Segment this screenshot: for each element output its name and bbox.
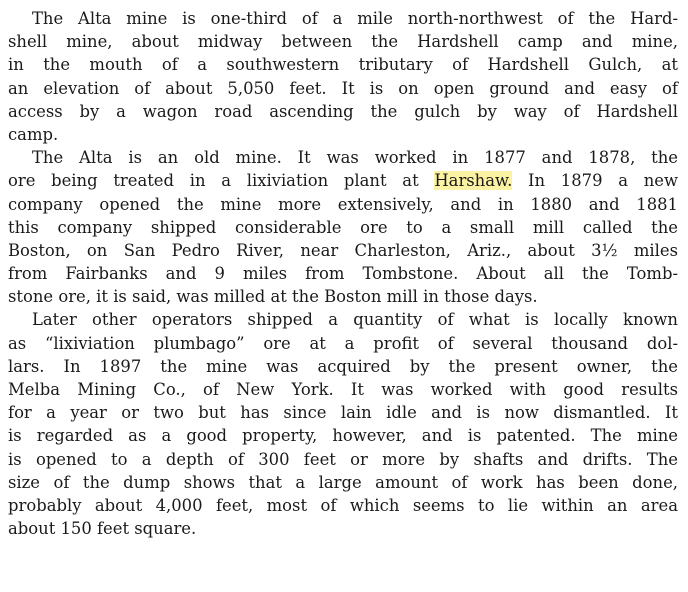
text-line: an elevation of about 5,050 feet. It is on open ground and easy of: [8, 78, 678, 98]
text-fragment: ore being treated in a lixiviation plant at: [8, 171, 419, 191]
paragraph-alta-later-operations: [8, 308, 678, 540]
text-line: in the mouth of a southwestern tributary of Hardshell Gulch, at: [8, 55, 678, 75]
text-line: access by a wagon road ascending the gulch by way of Hardshell: [8, 101, 678, 121]
text-line: shell mine, about midway between the Hardshell camp and mine,: [8, 32, 678, 52]
text-line: The Alta mine is one-third of a mile north-northwest of the Hard-: [32, 9, 678, 28]
text-line: Melba Mining Co., of New York. It was worked with good results: [8, 380, 678, 399]
paragraph-alta-location: [8, 7, 678, 146]
text-line: size of the dump shows that a large amount of work has been done,: [8, 472, 678, 492]
text-line: stone ore, it is said, was milled at the Boston mill in those days.: [8, 287, 538, 307]
text-line: is regarded as a good property, however, and is patented. The mine: [8, 426, 678, 446]
text-line: The Alta is an old mine. It was worked in 1877 and 1878, the: [32, 148, 678, 168]
text-line: this company shipped considerable ore to a small mill called the: [8, 217, 678, 237]
text-line: is opened to a depth of 300 feet or more by shafts and drifts. The: [8, 449, 678, 469]
text-line: probably about 4,000 feet, most of which seems to lie within an area: [8, 495, 678, 515]
text-fragment: In 1879 a new: [528, 171, 678, 191]
text-line: as “lixiviation plumbago” ore at a profit of several thousand dol-: [8, 333, 678, 353]
paragraph-alta-history: [8, 146, 678, 308]
text-line: camp.: [8, 124, 59, 144]
text-line-with-highlight: [8, 169, 678, 192]
text-line: for a year or two but has since lain idle and is now dismantled. It: [8, 403, 678, 423]
text-line: from Fairbanks and 9 miles from Tombstone. About all the Tomb-: [8, 264, 678, 284]
text-line: Later other operators shipped a quantity of what is locally known: [32, 310, 678, 330]
text-line: lars. In 1897 the mine was acquired by the present owner, the: [8, 356, 678, 376]
text-line: Boston, on San Pedro River, near Charleston, Ariz., about 3½ miles: [8, 240, 678, 260]
text-line: company opened the mine more extensively, and in 1880 and 1881: [8, 194, 678, 214]
highlighted-word: Harshaw.: [434, 171, 513, 191]
text-line: about 150 feet square.: [8, 519, 197, 539]
